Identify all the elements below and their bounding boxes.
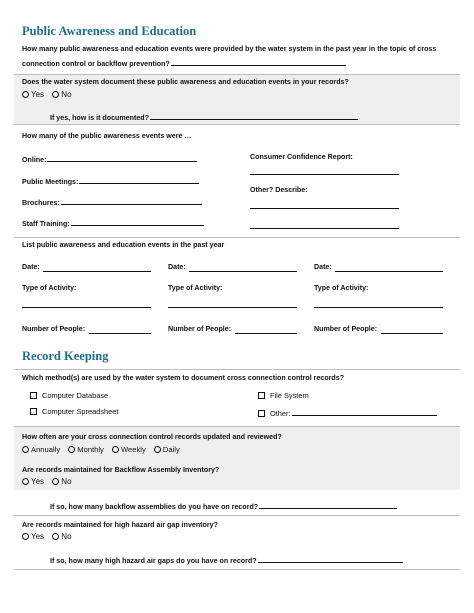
event-3-people-label: Number of People: (314, 325, 378, 333)
other-describe-field-1[interactable] (250, 208, 399, 209)
question-events-breakdown: How many of the public awareness events were … (22, 132, 192, 140)
section-title-public-awareness: Public Awareness and Education (22, 24, 197, 38)
air-gap-yes-radio[interactable] (22, 533, 29, 540)
event-2-people-field[interactable] (235, 333, 297, 334)
documented-how-label: If yes, how is it documented? (50, 114, 149, 122)
question-events-provided-text: connection control or backflow prevention? (22, 60, 170, 68)
event-3-date-label: Date: (314, 263, 332, 271)
brochures-row (22, 197, 202, 207)
weekly-label: Weekly (120, 445, 146, 454)
event-3-activity-field[interactable] (314, 307, 443, 308)
no-radio[interactable] (52, 91, 59, 98)
divider (14, 569, 460, 570)
frequency-options (22, 446, 180, 454)
events-provided-field[interactable] (171, 58, 346, 66)
annually-label: Annually (31, 445, 61, 454)
air-gap-count-row (50, 555, 403, 565)
event-1-people-field[interactable] (89, 333, 151, 334)
event-2-date-label: Date: (168, 263, 186, 271)
other-describe-field-2[interactable] (250, 228, 399, 229)
event-1-people-label: Number of People: (22, 325, 86, 333)
ccr-field[interactable] (250, 174, 399, 175)
backflow-no-radio[interactable] (52, 478, 59, 485)
event-1-activity-label: Type of Activity: (22, 284, 77, 292)
file-system-checkbox[interactable] (258, 392, 265, 399)
computer-database-option[interactable] (30, 392, 108, 399)
yes-radio[interactable] (22, 91, 29, 98)
divider (14, 74, 460, 75)
air-gap-no-radio[interactable] (52, 533, 59, 540)
event-3-people-field[interactable] (381, 333, 443, 334)
question-events-provided-line2 (22, 58, 346, 68)
question-record-methods: Which method(s) are used by the water system to document cross connection control records? (22, 374, 345, 382)
computer-database-checkbox[interactable] (30, 392, 37, 399)
public-meetings-label: Public Meetings: (22, 178, 79, 186)
monthly-radio[interactable] (68, 446, 75, 453)
staff-training-row (22, 218, 204, 228)
question-update-frequency: How often are your cross connection control records updated and reviewed? (22, 433, 282, 441)
brochures-field[interactable] (61, 197, 202, 205)
documented-how-field[interactable] (150, 112, 358, 120)
divider (14, 237, 460, 238)
staff-training-field[interactable] (71, 218, 204, 226)
section-title-record-keeping: Record Keeping (22, 349, 109, 363)
computer-spreadsheet-label: Computer Spreadsheet (42, 407, 119, 416)
backflow-yes-label: Yes (31, 477, 45, 486)
event-2-activity-field[interactable] (168, 307, 297, 308)
backflow-count-row (50, 501, 397, 511)
annually-radio[interactable] (22, 446, 29, 453)
question-document-events: Does the water system document these public awareness and education events in your records? (22, 78, 349, 86)
air-gap-no-label: No (61, 532, 72, 541)
backflow-no-label: No (61, 477, 72, 486)
backflow-yes-radio[interactable] (22, 478, 29, 485)
backflow-count-field[interactable] (259, 501, 397, 509)
event-3-date-field[interactable] (335, 271, 443, 272)
daily-label: Daily (162, 445, 180, 454)
air-gap-count-field[interactable] (258, 555, 403, 563)
air-gap-count-label: If so, how many high hazard air gaps do you have on record? (50, 557, 257, 565)
daily-radio[interactable] (154, 446, 161, 453)
event-2-people-label: Number of People: (168, 325, 232, 333)
event-1-date-field[interactable] (43, 271, 151, 272)
question-air-gap-inventory: Are records maintained for high hazard air gap inventory? (22, 521, 218, 529)
other-method-field[interactable] (292, 408, 437, 416)
air-gap-yes-label: Yes (31, 532, 45, 541)
public-meetings-row (22, 176, 199, 186)
no-label: No (61, 90, 72, 99)
divider (14, 124, 460, 125)
computer-spreadsheet-option[interactable] (30, 408, 118, 415)
backflow-count-label: If so, how many backflow assemblies do you have on record? (50, 503, 259, 511)
brochures-label: Brochures: (22, 199, 60, 207)
air-gap-inventory-options (22, 533, 72, 541)
event-3-activity-label: Type of Activity: (314, 284, 369, 292)
ccr-label: Consumer Confidence Report: (250, 153, 353, 161)
question-events-provided-line1: How many public awareness and education events were provided by the water system in the past year in the topic of cross (22, 45, 437, 53)
documented-how-row (50, 112, 358, 122)
event-2-date-field[interactable] (189, 271, 297, 272)
other-describe-label: Other? Describe: (250, 186, 308, 194)
weekly-radio[interactable] (112, 446, 119, 453)
divider (14, 369, 460, 370)
computer-spreadsheet-checkbox[interactable] (30, 408, 37, 415)
file-system-option[interactable] (258, 392, 309, 399)
backflow-inventory-options (22, 478, 72, 486)
event-1-date-label: Date: (22, 263, 40, 271)
online-field[interactable] (47, 154, 197, 162)
document-events-options (22, 91, 72, 99)
other-method-option (258, 408, 437, 417)
other-method-checkbox[interactable] (258, 410, 265, 417)
computer-database-label: Computer Database (42, 391, 109, 400)
question-backflow-inventory: Are records maintained for Backflow Assembly Inventory? (22, 466, 220, 474)
online-row (22, 154, 197, 164)
file-system-label: File System (270, 391, 309, 400)
public-meetings-field[interactable] (79, 176, 199, 184)
staff-training-label: Staff Training: (22, 220, 70, 228)
yes-label: Yes (31, 90, 45, 99)
online-label: Online: (22, 156, 47, 164)
other-method-label: Other: (270, 409, 291, 418)
event-2-activity-label: Type of Activity: (168, 284, 223, 292)
question-list-events: List public awareness and education events in the past year (22, 241, 225, 249)
monthly-label: Monthly (77, 445, 104, 454)
event-1-activity-field[interactable] (22, 307, 151, 308)
divider (14, 515, 460, 516)
